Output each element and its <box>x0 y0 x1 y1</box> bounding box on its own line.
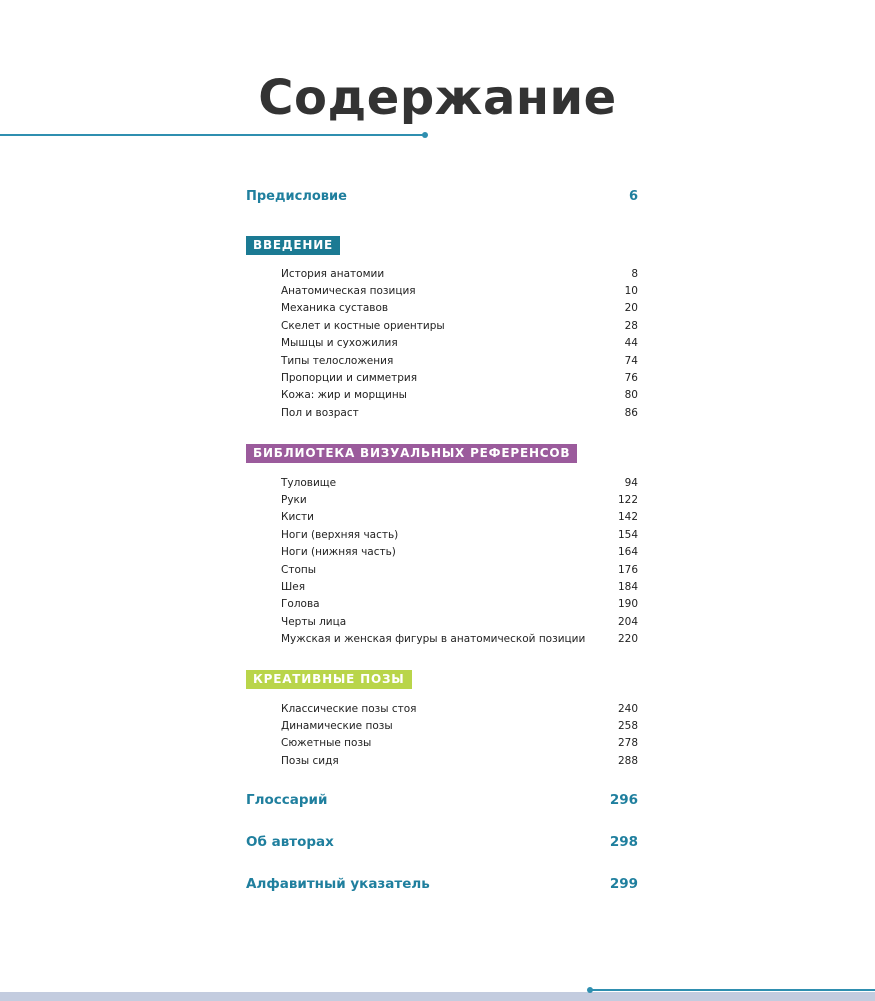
toc-item-page: 80 <box>624 389 638 402</box>
toc-item-page: 220 <box>617 633 638 646</box>
toc-entry-label: Об авторах <box>246 834 334 850</box>
toc-item-label: Руки <box>281 494 307 507</box>
toc-entry-label: Алфавитный указатель <box>246 876 430 892</box>
toc-item-label: Голова <box>281 598 320 611</box>
toc-item[interactable] <box>281 596 638 613</box>
title-underline <box>0 134 425 136</box>
toc-item-page: 258 <box>617 720 638 733</box>
toc-item-label: Кожа: жир и морщины <box>281 389 407 402</box>
toc-item-label: Механика суставов <box>281 302 389 315</box>
toc-item-page: 176 <box>617 563 638 576</box>
bottom-rule-dot <box>587 987 593 993</box>
section-list-introduction <box>281 265 638 422</box>
toc-item-label: Черты лица <box>281 615 347 628</box>
toc-item[interactable] <box>281 752 638 769</box>
toc-item[interactable] <box>281 561 638 578</box>
toc-item-label: Мышцы и сухожилия <box>281 337 398 350</box>
toc-item-page: 8 <box>631 267 638 280</box>
bottom-rule <box>590 989 875 991</box>
toc-item[interactable] <box>281 613 638 630</box>
toc-item-label: Анатомическая позиция <box>281 285 416 298</box>
toc-item[interactable] <box>281 317 638 334</box>
toc-item-page: 190 <box>617 598 638 611</box>
section-list-visual-reference-library <box>281 474 638 648</box>
toc-entry-about-authors[interactable] <box>246 834 638 850</box>
toc-item-page: 240 <box>617 702 638 715</box>
toc-item[interactable] <box>281 509 638 526</box>
toc-item-label: Пропорции и симметрия <box>281 372 418 385</box>
toc-entry-page: 298 <box>609 834 638 850</box>
toc-item[interactable] <box>281 282 638 299</box>
toc-item-page: 204 <box>617 615 638 628</box>
toc-item-label: Кисти <box>281 511 314 524</box>
toc-entry-index[interactable] <box>246 876 638 892</box>
toc-item[interactable] <box>281 631 638 648</box>
section-header-visual-reference-library: БИБЛИОТЕКА ВИЗУАЛЬНЫХ РЕФЕРЕНСОВ <box>246 444 577 463</box>
toc-entry-label: Глоссарий <box>246 792 328 808</box>
toc-item-page: 74 <box>624 354 638 367</box>
toc-item-label: Динамические позы <box>281 720 393 733</box>
toc-item-page: 20 <box>624 302 638 315</box>
toc-item-page: 10 <box>624 285 638 298</box>
toc-entry-glossary[interactable] <box>246 792 638 808</box>
toc-item-label: Шея <box>281 581 306 594</box>
toc-item-label: Скелет и костные ориентиры <box>281 319 445 332</box>
toc-item-label: Стопы <box>281 563 317 576</box>
toc-item[interactable] <box>281 544 638 561</box>
toc-entry-preface[interactable] <box>246 189 638 204</box>
toc-item[interactable] <box>281 352 638 369</box>
toc-item[interactable] <box>281 300 638 317</box>
title-underline-dot <box>422 132 428 138</box>
toc-item[interactable] <box>281 387 638 404</box>
toc-item-label: Ноги (верхняя часть) <box>281 528 399 541</box>
toc-item-page: 154 <box>617 528 638 541</box>
toc-item[interactable] <box>281 735 638 752</box>
toc-item[interactable] <box>281 265 638 282</box>
toc-item[interactable] <box>281 404 638 421</box>
toc-item[interactable] <box>281 717 638 734</box>
toc-item-label: Позы сидя <box>281 754 339 767</box>
toc-item[interactable] <box>281 526 638 543</box>
toc-item-label: Типы телосложения <box>281 354 394 367</box>
toc-entry-page: 299 <box>609 876 638 892</box>
toc-item[interactable] <box>281 474 638 491</box>
toc-item-page: 94 <box>624 476 638 489</box>
page-title: Содержание <box>258 70 617 126</box>
toc-item-page: 86 <box>624 406 638 419</box>
toc-item-label: Мужская и женская фигуры в анатомической позиции <box>281 633 586 646</box>
toc-item-page: 184 <box>617 581 638 594</box>
toc-item[interactable] <box>281 491 638 508</box>
toc-item-page: 28 <box>624 319 638 332</box>
toc-item-page: 122 <box>617 494 638 507</box>
toc-entry-label: Предисловие <box>246 189 347 204</box>
toc-item[interactable] <box>281 369 638 386</box>
bottom-band <box>0 992 875 1001</box>
toc-item-page: 278 <box>617 737 638 750</box>
toc-item-page: 142 <box>617 511 638 524</box>
section-list-creative-poses <box>281 700 638 770</box>
toc-item-page: 76 <box>624 372 638 385</box>
toc-item-label: Ноги (нижняя часть) <box>281 546 396 559</box>
toc-item-label: Сюжетные позы <box>281 737 372 750</box>
section-header-creative-poses: КРЕАТИВНЫЕ ПОЗЫ <box>246 670 412 689</box>
section-header-introduction: ВВЕДЕНИЕ <box>246 236 340 255</box>
toc-entry-page: 296 <box>609 792 638 808</box>
toc-item-label: Пол и возраст <box>281 406 359 419</box>
toc-item[interactable] <box>281 700 638 717</box>
toc-item-label: Классические позы стоя <box>281 702 417 715</box>
toc-item[interactable] <box>281 578 638 595</box>
toc-item-label: Туловище <box>281 476 337 489</box>
toc-entry-page: 6 <box>628 189 638 204</box>
toc-item-page: 44 <box>624 337 638 350</box>
toc-item-page: 164 <box>617 546 638 559</box>
toc-item-page: 288 <box>617 754 638 767</box>
toc-item-label: История анатомии <box>281 267 385 280</box>
toc-item[interactable] <box>281 335 638 352</box>
